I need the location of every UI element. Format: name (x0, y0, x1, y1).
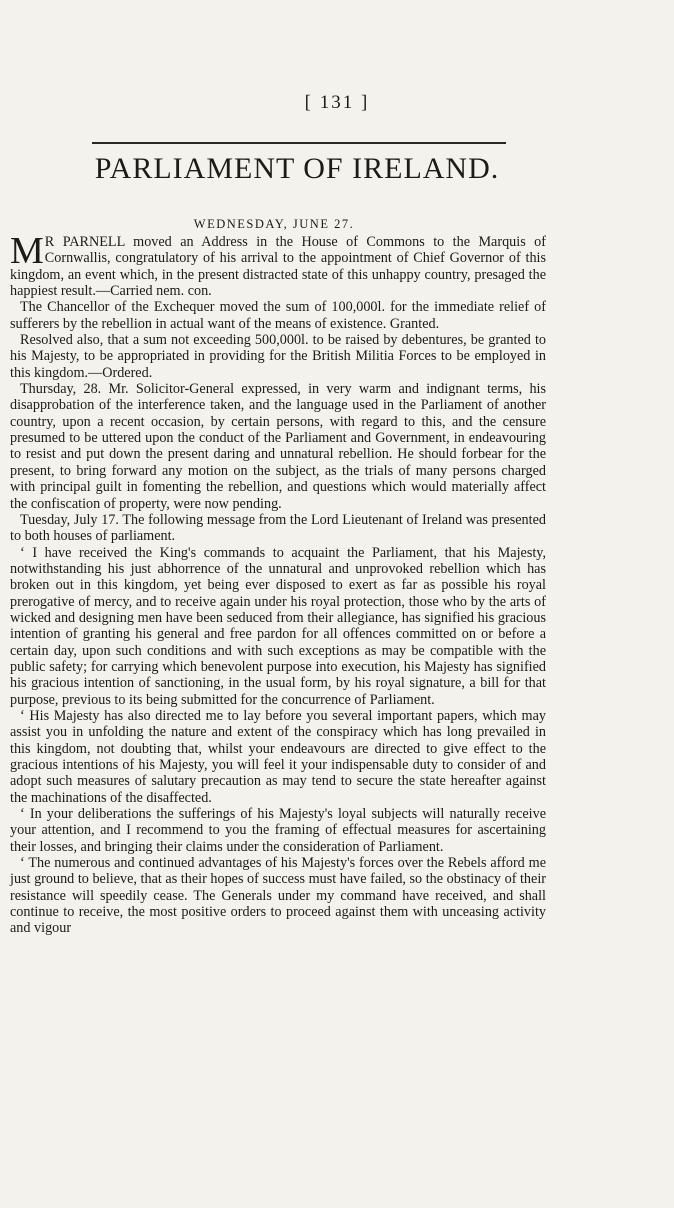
paragraph: ‘ In your deliberations the sufferings of his Majesty's loyal subjects will naturally receive your attention, and I recommend to you the framing of effectual measures for ascertaining their losses, and bringing their claims under the consideration of Parliament. (10, 806, 546, 855)
drop-cap: M (10, 230, 44, 272)
paragraph-text: R PARNELL moved an Address in the House of Commons to the Marquis of Cornwallis, congratulatory of his arrival to the appointment of Chief Governor of this kingdom, an event which, in the present distracted state of this unhappy country, presaged the happiest result.—Carried nem. con. (10, 234, 546, 300)
paragraph: The Chancellor of the Exchequer moved the sum of 100,000l. for the immediate relief of sufferers by the rebellion in actual want of the means of existence. Granted. (10, 299, 546, 332)
paragraph: ‘ I have received the King's commands to acquaint the Parliament, that his Majesty, notwithstanding his just abhorrence of the unnatural and unprovoked rebellion which has broken out in this kingdom, yet being ever disposed to exert as far as possible his royal prerogative of mercy, and to receive again under his royal protection, those who by the arts of wicked and designing men have been seduced from their allegiance, has signified his gracious intention of granting his general and free pardon for all offences committed on or before a certain day, upon such conditions and with such exceptions as may be compatible with the public safety; for carrying which benevolent purpose into execution, his Majesty has signified his gracious intention of sanctioning, in the usual form, by his royal signature, a bill for that purpose, previous to its being submitted for the concurrence of Parliament. (10, 544, 546, 708)
title-rule (92, 142, 506, 144)
paragraph: Resolved also, that a sum not exceeding 500,000l. to be raised by debentures, be granted to his Majesty, to be appropriated in providing for the British Militia Forces to be employed in this kingdom.—Ordered. (10, 332, 546, 381)
paragraph: Thursday, 28. Mr. Solicitor-General expressed, in very warm and indignant terms, his disapprobation of the interference taken, and the language used in the Parliament of another country, upon a recent occasion, by certain persons, with regard to this, and the censure presumed to be uttered upon the conduct of the Parliament and Government, in endeavouring to resist and put down the present daring and unnatural rebellion. He should forbear for the present, to bring forward any motion on the subject, as the trials of many persons charged with principal guilt in fomenting the rebellion, and questions which would materially affect the confiscation of property, were now pending. (10, 381, 546, 512)
paragraph: ‘ His Majesty has also directed me to lay before you several important papers, which may assist you in unfolding the nature and extent of the conspiracy which has long prevailed in this kingdom, not doubting that, whilst your endeavours are directed to give effect to the gracious intentions of his Majesty, you will feel it your indispensable duty to consider of and adopt such measures of salutary precaution as may tend to secure the state hereafter against the machinations of the disaffected. (10, 707, 546, 806)
paragraph (10, 230, 546, 300)
paragraph: ‘ The numerous and continued advantages of his Majesty's forces over the Rebels afford me just ground to believe, that as their hopes of success must have failed, so the obstinacy of their resistance will speedily cease. The Generals under my command have received, and shall continue to receive, the most positive orders to proceed against them with unceasing activity and vigour (10, 855, 546, 937)
dateline: WEDNESDAY, JUNE 27. (193, 217, 355, 231)
page-title: PARLIAMENT OF IRELAND. (94, 152, 500, 185)
article-body (10, 230, 546, 937)
page-number: [ 131 ] (304, 92, 370, 113)
paragraph: Tuesday, July 17. The following message from the Lord Lieutenant of Ireland was presented to both houses of parliament. (10, 511, 546, 545)
